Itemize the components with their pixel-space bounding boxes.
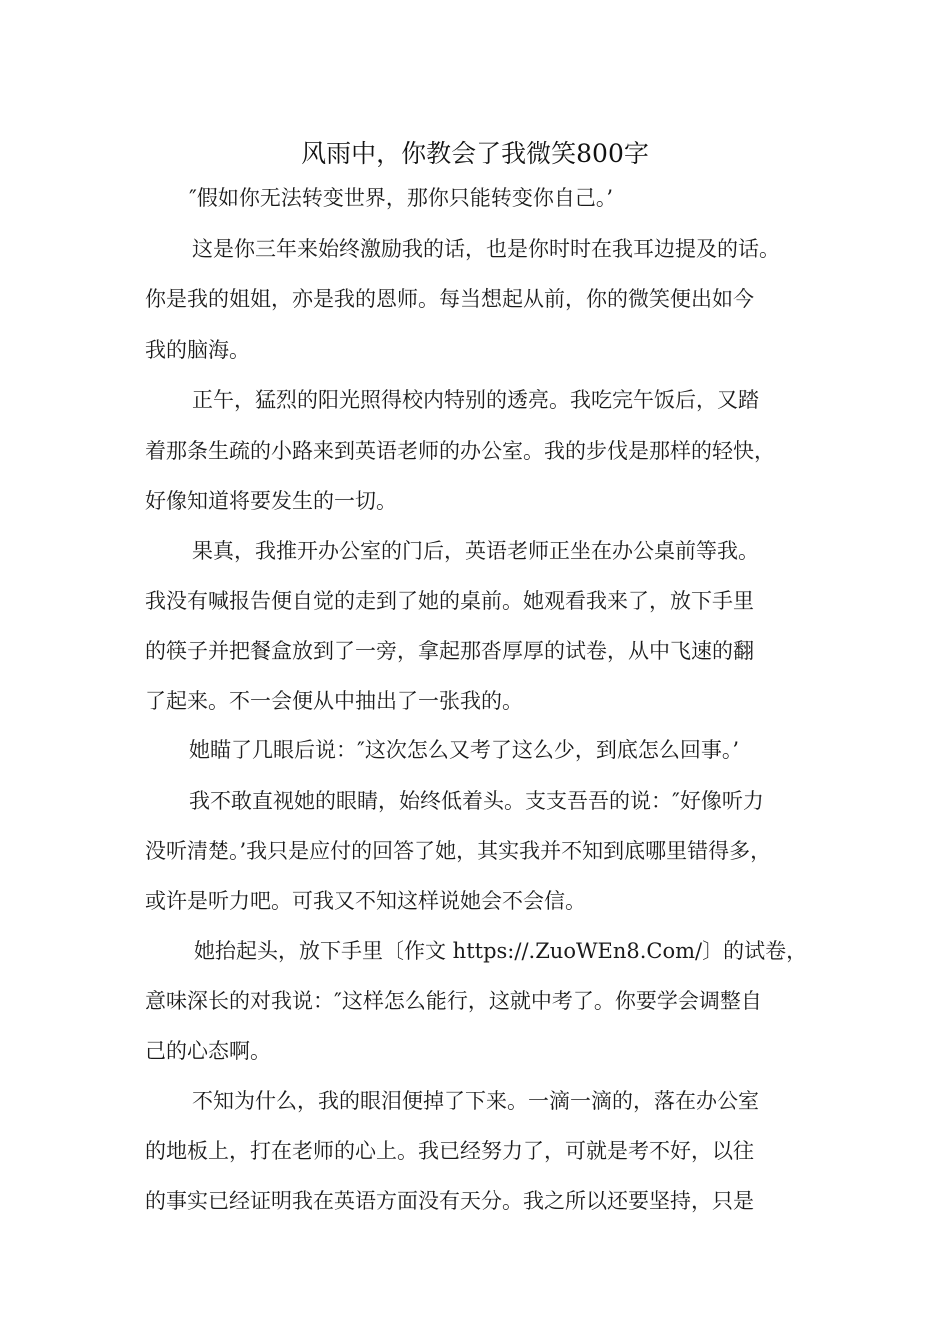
text-line-7: 好像知道将要发生的一切。 (145, 489, 397, 513)
text-line-8: 果真，我推开办公室的门后，英语老师正坐在办公桌前等我。 (192, 539, 759, 563)
text-line-16: 她抬起头，放下手里〔作文 https://.ZuoWEn8.Com/〕的试卷， (194, 939, 808, 963)
text-line-6: 着那条生疏的小路来到英语老师的办公室。我的步伐是那样的轻快， (145, 439, 775, 463)
text-line-10: 的筷子并把餐盒放到了一旁，拿起那沓厚厚的试卷，从中飞速的翻 (145, 639, 754, 663)
text-line-11: 了起来。不一会便从中抽出了一张我的。 (145, 689, 523, 713)
text-line-20: 的地板上，打在老师的心上。我已经努力了，可就是考不好，以往 (145, 1139, 754, 1163)
text-line-9: 我没有喊报告便自觉的走到了她的桌前。她观看我来了，放下手里 (145, 589, 754, 613)
text-line-4: 我的脑海。 (145, 338, 250, 362)
text-line-14: 没听清楚。’我只是应付的回答了她，其实我并不知到底哪里错得多， (145, 839, 772, 863)
text-line-15: 或许是听力吧。可我又不知这样说她会不会信。 (145, 889, 586, 913)
text-line-18: 己的心态啊。 (145, 1039, 271, 1063)
text-line-3: 你是我的姐姐，亦是我的恩师。每当想起从前，你的微笑便出如今 (145, 287, 754, 311)
text-line-13: 我不敢直视她的眼睛，始终低着头。支支吾吾的说：″好像听力 (189, 789, 764, 813)
text-line-2: 这是你三年来始终激励我的话，也是你时时在我耳边提及的话。 (192, 237, 780, 261)
document-title: 风雨中，你教会了我微笑800字 (301, 139, 649, 168)
text-line-12: 她瞄了几眼后说：″这次怎么又考了这么少，到底怎么回事。’ (189, 738, 740, 762)
text-line-17: 意味深长的对我说：″这样怎么能行，这就中考了。你要学会调整自 (145, 989, 762, 1013)
text-line-19: 不知为什么，我的眼泪便掉了下来。一滴一滴的，落在办公室 (192, 1089, 759, 1113)
text-line-21: 的事实已经证明我在英语方面没有天分。我之所以还要坚持，只是 (145, 1189, 754, 1213)
text-line-5: 正午，猛烈的阳光照得校内特别的透亮。我吃完午饭后，又踏 (192, 388, 759, 412)
text-line-1: ″假如你无法转变世界，那你只能转变你自己。’ (189, 186, 614, 210)
